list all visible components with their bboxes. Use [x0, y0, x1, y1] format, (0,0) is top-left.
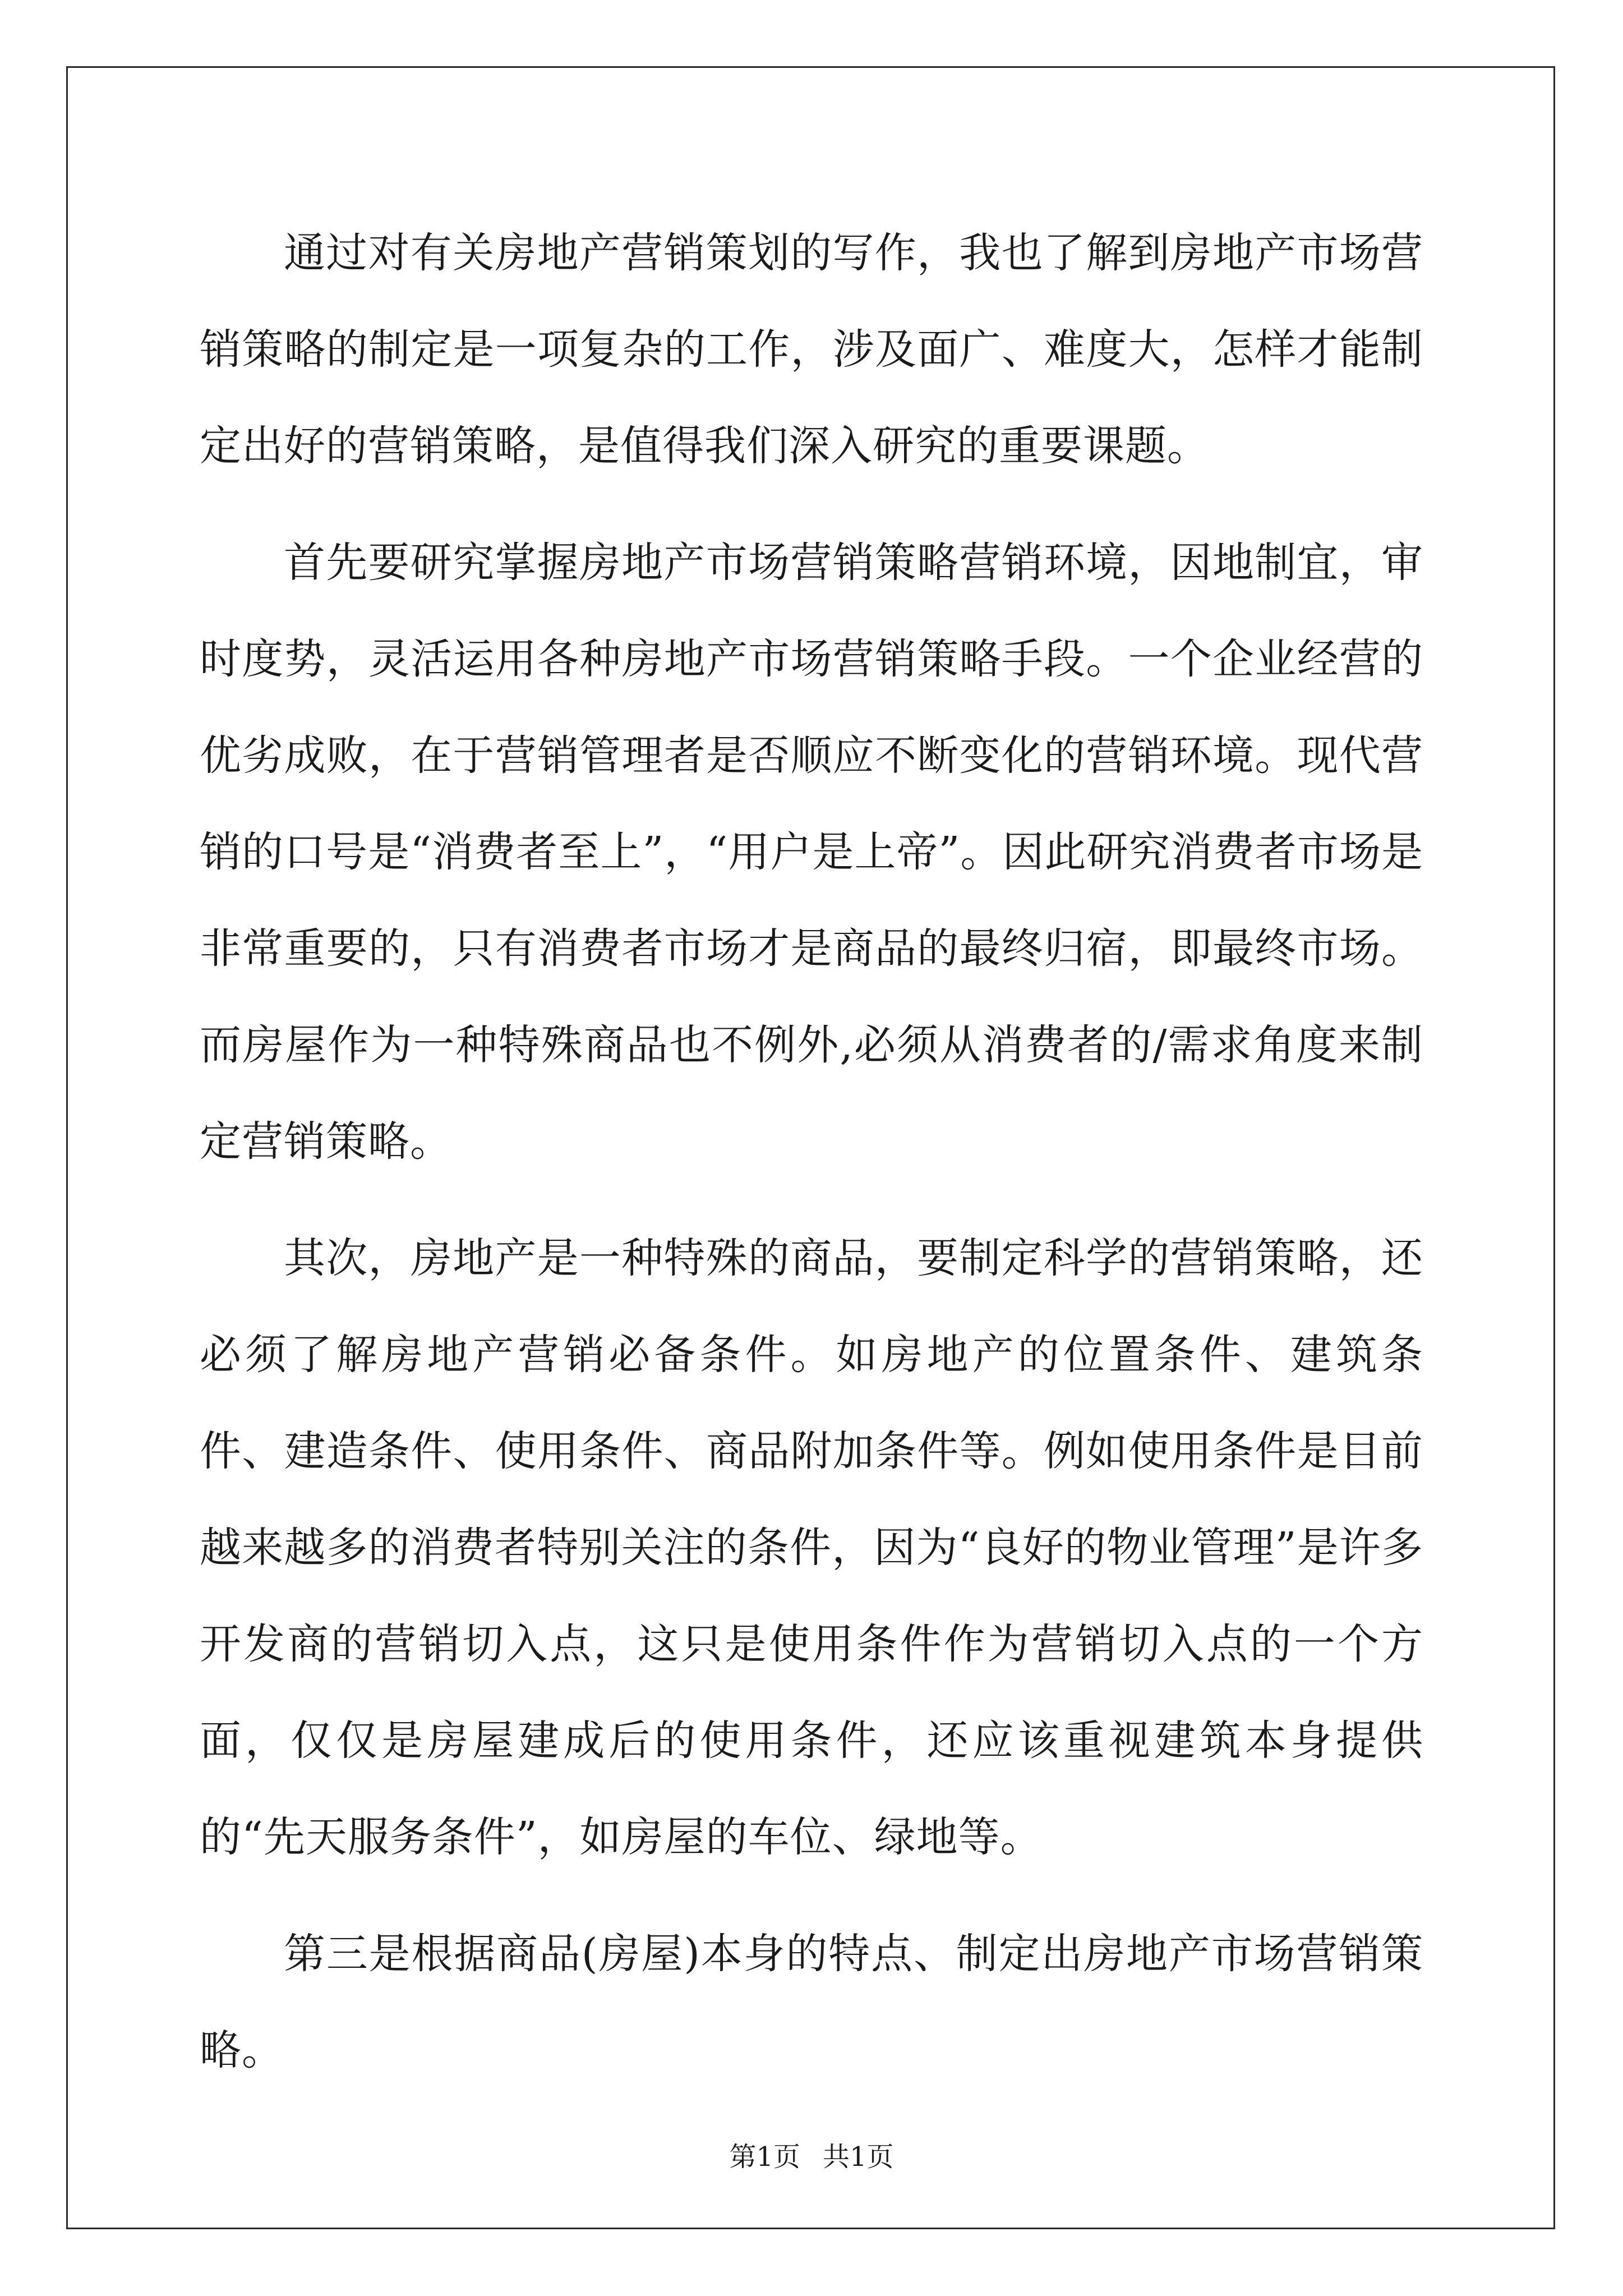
paragraph-1: 通过对有关房地产营销策划的写作，我也了解到房地产市场营销策略的制定是一项复杂的工作，涉及面广、难度大，怎样才能制定出好的营销策略，是值得我们深入研究的重要课题。	[200, 229, 1423, 470]
document-body	[200, 205, 1423, 2119]
page-number: 第1页	[729, 2141, 800, 2173]
page-footer	[0, 2140, 1623, 2174]
paragraph-4: 第三是根据商品(房屋)本身的特点、制定出房地产市场营销策略。	[200, 1930, 1423, 2074]
page-total: 共1页	[823, 2141, 894, 2173]
paragraph-3: 其次，房地产是一种特殊的商品，要制定科学的营销策略，还必须了解房地产营销必备条件。如房地产的位置条件、建筑条 件、建造条件、使用条件、商品附加条件等。例如使用条件是目前越来越多的消费者特别关注的条件，因为“良好的物业管理”是许多开发商的营销切入点，这只是使用条件作为营销切入点的一个方面，仅仅是房屋建成后的使用条件，还应该重视建筑本身提供的“先天服务条件”，如房屋的车位、绿地等。	[200, 1234, 1423, 1861]
paragraph-2: 首先要研究掌握房地产市场营销策略营销环境，因地制宜，审时度势，灵活运用各种房地产市场营销策略手段。一个企业经营的优劣成败，在于营销管理者是否顺应不断变化的营销环境。现代营销的口号是“消费者至上”，“用户是上帝”。因此研究消费者市场是非常重要的，只有消费者市场才是商品的最终归宿，即最终市场。而房屋作为一种特殊商品也不例外,必须从消费者的/需求角度来制定营销策略。	[200, 539, 1423, 1166]
